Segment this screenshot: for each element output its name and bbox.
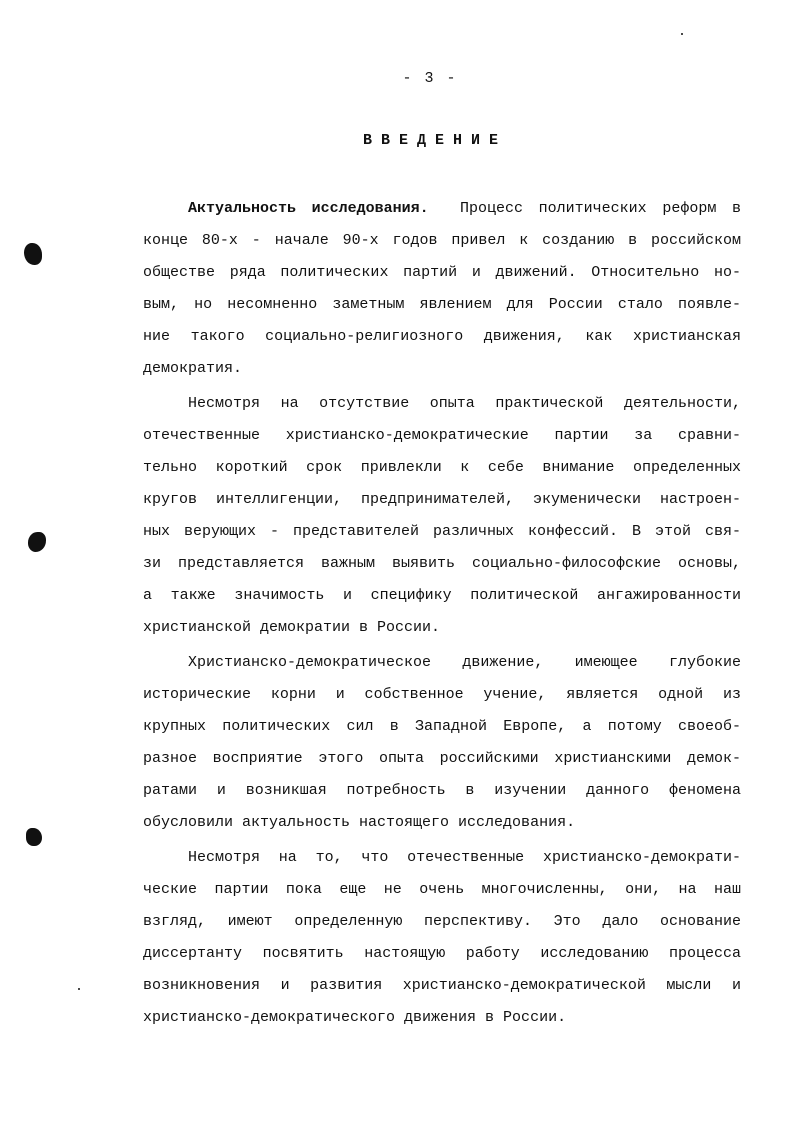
paragraph-lead: Актуальность исследования.	[188, 200, 429, 217]
section-heading: ВВЕДЕНИЕ	[362, 132, 507, 149]
paragraph-4-line-1: Несмотря на то, что отечественные христианско-демократи-	[188, 849, 741, 866]
paragraph-2-line-1: Несмотря на отсутствие опыта практической деятельности,	[188, 395, 741, 412]
body-text	[143, 193, 741, 1034]
paragraph-2-line-5: ных верующих - представителей различных конфессий. В этой свя-	[143, 523, 741, 540]
ink-blot-mark	[24, 243, 42, 265]
line-text: Процесс политических реформ в	[460, 200, 741, 217]
paragraph-1-line-6: демократия.	[143, 360, 243, 377]
paragraph-1-line-2: конце 80-х - начале 90-х годов привел к созданию в российском	[143, 232, 741, 249]
paragraph-3-line-1: Христианско-демократическое движение, имеющее глубокие	[188, 654, 741, 671]
paragraph-4-line-2: ческие партии пока еще не очень многочисленны, они, на наш	[143, 881, 741, 898]
paragraph-2-line-7: а также значимость и специфику политической ангажированности	[143, 587, 741, 604]
paragraph-3-line-6: обусловили актуальность настоящего исследования.	[143, 814, 576, 831]
paragraph-1-line-3: обществе ряда политических партий и движений. Относительно но-	[143, 264, 741, 281]
paragraph-4-line-4: диссертанту посвятить настоящую работу исследованию процесса	[143, 945, 741, 962]
paragraph-3-line-4: разное восприятие этого опыта российскими христианскими демок-	[143, 750, 741, 767]
paragraph-2-line-3: тельно короткий срок привлекли к себе внимание определенных	[143, 459, 741, 476]
paragraph-2-line-4: кругов интеллигенции, предпринимателей, экуменически настроен-	[143, 491, 741, 508]
paragraph-1-line-4: вым, но несомненно заметным явлением для России стало появле-	[143, 296, 741, 313]
paragraph-4-line-5: возникновения и развития христианско-демократической мысли и	[143, 977, 741, 994]
ink-blot-mark	[28, 532, 46, 552]
speck-mark	[78, 988, 80, 990]
paragraph-1-line-1	[143, 193, 741, 225]
paragraph-3-line-2: исторические корни и собственное учение, является одной из	[143, 686, 741, 703]
page-number: - 3 -	[402, 70, 458, 87]
speck-mark	[681, 33, 683, 35]
paragraph-2-line-2: отечественные христианско-демократические партии за сравни-	[143, 427, 741, 444]
paragraph-2-line-6: зи представляется важным выявить социально-философские основы,	[143, 555, 741, 572]
paragraph-4-line-6: христианско-демократического движения в России.	[143, 1009, 567, 1026]
paragraph-2-line-8: христианской демократии в России.	[143, 619, 441, 636]
paragraph-4-line-3: взгляд, имеют определенную перспективу. Это дало основание	[143, 913, 741, 930]
paragraph-1-line-5: ние такого социально-религиозного движения, как христианская	[143, 328, 741, 345]
ink-blot-mark	[26, 828, 42, 846]
paragraph-3-line-3: крупных политических сил в Западной Европе, а потому своеоб-	[143, 718, 741, 735]
paragraph-3-line-5: ратами и возникшая потребность в изучении данного феномена	[143, 782, 741, 799]
